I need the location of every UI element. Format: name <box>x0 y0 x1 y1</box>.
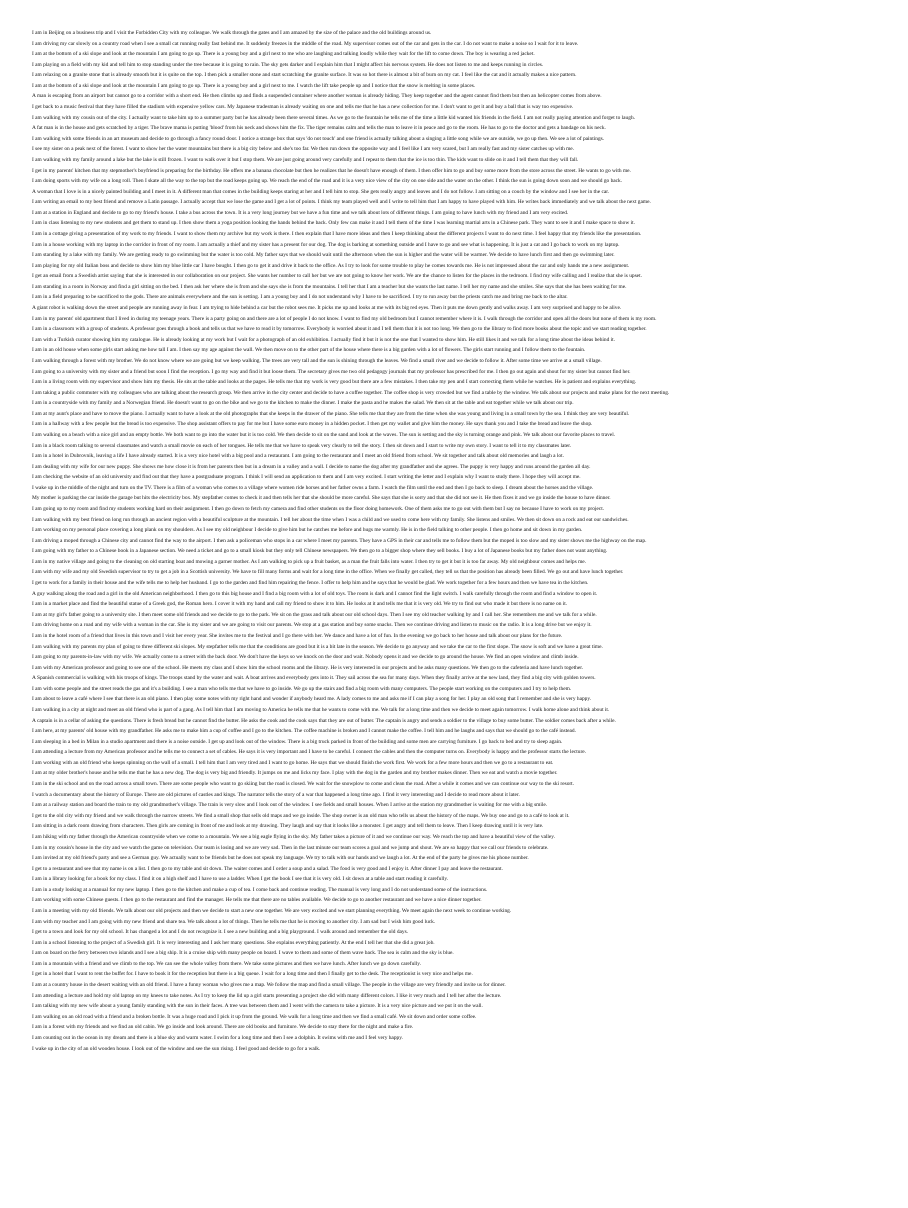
text-line: My mother is parking the car inside the garage but hits the electricity box. My stepfather comes to check it and then tells her that she should be more careful. She says that she is sorry and that she did not see it. He then fixes it and we go inside the house to have dinner. <box>32 495 611 502</box>
text-line: I get to the old city with my friend and we walk through the narrow streets. We find a small shop that sells old maps and we go inside. The shop owner is an old man who tells us about the history of the maps. We buy one and go to a café to look at it. <box>32 812 570 819</box>
text-line: I am standing by a lake with my family. We are getting ready to go swimming but the water is too cold. My father says that we should wait until the afternoon when the sun is higher and the water will be warmer. We decide to have lunch first and then go swimming later. <box>32 252 615 259</box>
text-line: I am sleeping in a bed in Milan in a studio apartment and there is a noise outside. I get up and look out of the window. There is a big truck parked in front of the building and some men are carrying furniture. I go back to bed and try to sleep again. <box>32 738 563 745</box>
text-line: I am in a school listening to the project of a Swedish girl. It is very interesting and I ask her many questions. She explains everything patiently. At the end I tell her that she did a great job. <box>32 939 435 946</box>
text-line: I am in a living room with my supervisor and show him my thesis. He sits at the table and looks at the pages. He tells me that my work is very good but there are a few mistakes. I then take my pen and I start correcting them while he watches. He is patient and explains everything. <box>32 379 637 386</box>
text-line: I am in my cousin's house in the city and we watch the game on television. Our team is losing and we are very sad. Then in the last minute our team scores a goal and we jump and shout. We are so happy that we call our friends to celebrate. <box>32 844 549 851</box>
text-line: I am doing sports with my wife on a long roll. Then I skate all the way to the top but the road keeps going up. We reach the end of the road and it is a very nice view of the city on one side and the water on the other. I think the sun is going down soon and we should go back. <box>32 178 623 185</box>
text-line: I am in a classroom with a group of students. A professor goes through a book and tells us that we have to read it by tomorrow. Everybody is worried about it and I tell them that it is not too long. We then go to the library to find more books about the topic and we start reading together. <box>32 326 647 333</box>
text-line: A Spanish commercial is walking with his troops of kings. The troops stand by the water and wait. A boat arrives and everybody gets into it. They sail across the sea for many days. When they finally arrive at the new land, they find a big city with golden towers. <box>32 675 596 682</box>
text-line: I am walking with some friends in an art museum and decide to go through a fancy round door. I notice a strange box that says 'do not touch' and one friend is actually talking about a singing a little song while we are outside, we go up then. We see a lot of paintings. <box>32 135 605 142</box>
text-line: I am working with some Chinese guests. I then go to the restaurant and find the manager. He tells me that there are no tables available. We decide to go to another restaurant and we have a nice dinner together. <box>32 897 482 904</box>
text-line: I am writing an email to my best friend and remove a Latin passage. I actually accept that we lose the game and I get a lot of points. I think my team played well and I write to tell him that I am happy to have played with him. He writes back immediately and we talk about the next game. <box>32 199 651 206</box>
text-line: A captain is in a cellar of asking the questions. There is fresh bread but he cannot find the butter. He asks the cook and the cook says that they are out of butter. The captain is angry and sends a soldier to the village to buy some butter. The soldier comes back after a while. <box>32 717 616 724</box>
text-line: I am in a black room talking to several classmates and watch a small movie on each of her tongues. He tells me that we have to speak very clearly to tell the story. I then sit down and I start to write my own story. I want to tell it to my classmates later. <box>32 442 572 449</box>
text-line: I am driving a moped through a Chinese city and cannot find the way to the airport. I then ask a policeman who stops in a car where I meet my parents. They have a GPS in their car and tells me to follow them but the moped is too slow and my sister shows me the highway on the map. <box>32 537 647 544</box>
text-line: I am in a cottage giving a presentation of my work to my friends. I want to show them my archive but my work is there. I then explain that I have more ideas and then I keep thinking about the different projects I want to do next time. I feel happy that my friends like the presentation. <box>32 230 642 237</box>
text-line: I wake up in the city of an old wooden house. I look out of the window and see the sun rising. I feel good and decide to go for a walk. <box>32 1045 321 1052</box>
text-line: I am in a hotel in Dubrovnik, leaving a life I have already started. It is a very nice hotel with a big pool and a restaurant. I am going to the restaurant and I meet an old friend from school. We sit together and talk about old memories and laugh a lot. <box>32 453 564 460</box>
text-line: I am walking in a city at night and meet an old friend who is part of a gang. As I tell him that I am moving to America he tells me that he wants to come with me. We talk for a long time and then we decide to meet again tomorrow. I walk home alone and think about it. <box>32 707 610 713</box>
text-line: I get to a town and look for my old school. It has changed a lot and I do not recognize it. I see a new building and a big playground. I walk around and remember the old days. <box>32 929 409 936</box>
text-line: I am attending a lecture from my American professor and he tells me to connect a set of cables. He says it is very important and I have to be careful. I connect the cables and then the computer turns on. Everybody is happy and the professor starts the lecture. <box>32 749 587 756</box>
text-line: I am walking with my parents my plan of going to three different ski slopes. My stepfather tells me that the conditions are good but it is a bit late in the season. We decide to go anyway and we take the car to the first slope. The snow is soft and we have a great time. <box>32 643 603 650</box>
text-line: A giant robot is walking down the street and people are running away in fear. I am trying to hide behind a car but the robot sees me. It picks me up and looks at me with its big red eyes. Then it puts me down gently and walks away. I am very surprised and happy to be alive. <box>32 305 622 312</box>
text-line: I am relaxing on a granite stone that is already smooth but it is quite on the top. I then pick a smaller stone and start scratching the granite surface. It was so hot there is almost a bit of burn on my cat. I feel like the cat and it actually makes a nice pattern. <box>32 72 577 79</box>
text-line: I am standing in a room in Norway and find a girl sitting on the bed. I then ask her where she is from and she says she is from the mountains. I tell her that I am a teacher but she wants the last name. I tell her my name and she smiles. She says that she has been waiting for me. <box>32 283 627 290</box>
text-line: I am about to leave a café where I see that there is an old piano. I then play some notes with my right hand and wonder if anybody heard me. A lady comes to me and asks me if I can play a song for her. I play an old song that I remember and she is very happy. <box>32 696 592 703</box>
text-line: I am working with an old friend who keeps spinning on the wall of a small. I tell him that I am very tired and I want to go home. He says that we should finish the work first. We work for a few more hours and then we go to a restaurant to eat. <box>32 759 554 766</box>
text-line: I am dealing with my wife for our new puppy. She shows me how close it is from her parents then but in a dream in a valley and a wall. I decide to name the dog after my grandfather and she agrees. The puppy is very happy and runs around the garden all day. <box>32 463 591 470</box>
text-line: I am in a field preparing to be sacrificed to the gods. There are animals everywhere and the sun is setting. I am a young boy and I do not understand why I have to be sacrificed. I try to run away but the priests catch me and bring me back to the altar. <box>32 294 568 301</box>
text-line: I am at a country house in the desert waiting with an old friend. I have a funny woman who gives me a map. We follow the map and find a small village. The people in the village are very friendly and invite us for dinner. <box>32 982 506 989</box>
text-line: I am with a Turkish curator showing him my catalogue. He is already looking at my work but I wait for a photograph of an old exhibition. I actually find it but it is not the one that I wanted to show him. He still likes it and we talk for a long time about the ideas behind it. <box>32 336 615 343</box>
text-line: I am going with my father to a Chinese book in a Japanese section. We need a ticket and go to a small kiosk but they only tell Chinese newspapers. We then go to a bigger shop where they sell books. I buy a lot of Japanese books but my father does not want anything. <box>32 548 608 555</box>
text-line: I am at my older brother's house and he tells me that he has a new dog. The dog is very big and friendly. It jumps on me and licks my face. I play with the dog in the garden and my brother makes dinner. Then we eat and watch a movie together. <box>32 770 558 777</box>
text-line: I am walking on a beach with a nice girl and an empty bottle. We both want to go into the water but it is too cold. We then decide to sit on the sand and look at the waves. The sun is setting and the sky is turning orange and pink. We talk about our favorite places to travel. <box>32 431 616 438</box>
text-line: I get to work for a family in their house and the wife tells me to help her husband. I go to the garden and find him repairing the fence. I offer to help him and he says that he would be glad. We work together for a few hours and then we have tea in the kitchen. <box>32 580 589 587</box>
text-line: I am taking a public commuter with my colleagues who are talking about the research group. We then arrive in the city center and decide to have a coffee together. The coffee shop is very crowded but we find a table by the window. We talk about our projects and make plans for the next meeting. <box>32 389 670 396</box>
text-line: A man is escaping from an airport but cannot go to a corridor with a short end. He then climbs up and finds a suspended container where another woman is already hiding. They keep together and the agent cannot find them but then an helicopter comes from above. <box>32 93 602 100</box>
text-line: I am working on my personal place covering a long plank on my shoulders. As I see my old neighbour I decide to give him but he catches me before and hugs me warmly. He is in the field talking to other people. I then go home and sit down in my garden. <box>32 527 583 534</box>
text-line: I am walking with my family around a lake but the lake is still frozen. I want to walk over it but I stop them. We are just going around very carefully and I repeat to them that the ice is too thin. The kids want to slide on it and I tell them that they will fall. <box>32 156 579 163</box>
text-line: I am in a meeting with my old friends. We talk about our old projects and then we decide to start a new one together. We are very excited and we start planning everything. We meet again the next week to continue working. <box>32 907 512 914</box>
text-line: I am in my parents' old apartment that I lived in during my teenage years. There is a party going on and there are a lot of people I do not know. I want to find my old bedroom but I cannot remember where it is. I walk through the corridor and open all the doors but none of them is my room. <box>32 315 657 322</box>
text-line: I am in my native village and going to the cleaning on old starting boat and mowing a garner mother. As I am walking to pick up a fruit basket, as a man the fruit falls into water. I then try to get it but it is too far away. My old neighbour comes and helps me. <box>32 558 587 565</box>
text-line: I am hiking with my father through the American countryside when we come to a mountain. We see a big eagle flying in the sky. My father takes a picture of it and we continue our way. We reach the top and have a beautiful view of the valley. <box>32 833 556 840</box>
text-line: I am in Beijing on a business trip and I visit the Forbidden City with my colleague. We walk through the gates and I am amazed by the size of the palace and the old buildings around us. <box>32 30 432 36</box>
text-line: I am going to my parents-in-law with my wife. We actually come to a street with the back door. We don't have the keys so we knock on the door and wait. Nobody opens it and we decide to go around the house. We find an open window and climb inside. <box>32 654 579 661</box>
text-line: I am in a house working with my laptop in the corridor in front of my room. I am actually a thief and my sister has a present for our dog. The dog is barking at something outside and I have to go and see what is happening. It is just a cat and I go back to work on my laptop. <box>32 241 620 248</box>
text-line: I get back to a music festival that they have filled the stadium with expensive yellow cars. My Japanese tradesman is already waiting on one and tells me that he has a new collection for me. I don't want to get it and buy a ball that is way too expensive. <box>32 104 574 111</box>
text-line: I am on board on the ferry between two islands and I see a big ship. It is a cruise ship with many people on board. I wave to them and some of them wave back. The sea is calm and the sky is blue. <box>32 950 454 957</box>
text-line: I wake up in the middle of the night and turn on the TV. There is a film of a woman who comes to a village where women ride horses and her father owns a farm. I watch the film until the end and then I go back to sleep. I dream about the horses and the village. <box>32 484 594 491</box>
text-line: I am with my teacher and I am going with my new friend and share tea. We talk about a lot of things. Then he tells me that he is moving to another city. I am sad but I wish him good luck. <box>32 918 436 925</box>
text-line: I am walking with my cousin out of the city. I actually want to take him up to a summer party but he has already been there several times. As we go to the fountain he tells me of the time a little kid wanted his friends in the field. I am not really paying attention and forget to laugh. <box>32 114 635 121</box>
text-line: I am in a library looking for a book for my class. I find it on a high shelf and I have to use a ladder. When I get the book I see that it is very old. I sit down at a table and start reading it carefully. <box>32 876 449 883</box>
text-line: I see my sister on a peak next of the forest. I want to show her the water mountains but there is a big city below and she's too far. We then run down the opposite way and I feel like I am very scared, but I am really fast and my sister catches up with me. <box>32 146 575 153</box>
text-line: I am sitting in a dark room drawing from characters. Then girls are coming in front of me and look at my drawing. They laugh and say that it looks like a monster. I get angry and tell them to leave. Then I keep drawing until it is very late. <box>32 823 544 830</box>
text-line: I am in a study looking at a manual for my new laptop. I then go to the kitchen and make a cup of tea. I come back and continue reading. The manual is very long and I do not understand some of the instructions. <box>32 886 488 893</box>
text-line: I am going up to my room and find my students working hard on their assignment. I then go down to fetch my camera and find other students on the floor doing homework. One of them asks me to go out with them but I say no because I have to work on my project. <box>32 506 605 513</box>
text-line: I am at my aunt's place and have to move the piano. I actually want to have a look at the old photographs that she keeps in the drawer of the piano. She tells me that they are from the time when she was young and living in a small town by the sea. I think they are very beautiful. <box>32 410 630 417</box>
text-line: I am in the hotel room of a friend that lives in this town and I visit her every year. She invites me to the festival and I go there with her. We dance and have a lot of fun. In the evening we go back to her house and talk about our plans for the future. <box>32 632 563 639</box>
text-line: I get in my parents' kitchen that my stepmother's boyfriend is preparing for the birthday. He offers me a banana chocolate but then he realizes that he doesn't have enough of them. I then offer him to go and buy some more from the store across the street. He wants to go with me. <box>32 167 631 174</box>
text-line: I am going to a university with my sister and a friend but soon I find the reception. I go my way and find it but loose them. The secretary gives me two old pedagogy journals that my professor has prescribed for me. I then go out again and shout for my sister but cannot find her. <box>32 368 631 375</box>
text-line: A fat man is in the house and gets scratched by a tiger. The brave mama is putting 'blood' from his neck and shows him the fix. The tiger remains calm and tells the man to leave it in peace and go to the room. He has to go to the doctor and gets a bandage on his neck. <box>32 125 606 132</box>
text-line: I get in a hotel that I want to rent the buffet for. I have to book it for the reception but there is a big queue. I wait for a long time and then I finally get to the desk. The receptionist is very nice and helps me. <box>32 971 473 978</box>
text-line: I get to a restaurant and see that my name is on a list. I then go to my table and sit down. The waiter comes and I order a soup and a salad. The food is very good and I enjoy it. After dinner I pay and leave the restaurant. <box>32 865 503 872</box>
text-line: I am at the bottom of a ski slope and look at the mountain I am going to go up. There is a young boy and a girl next to me. I watch the lift take people up and I notice that the snow is melting in some places. <box>32 82 476 89</box>
text-line: I am checking the website of an old university and find out that they have a postgraduate program. I think I will send an application to them and I am very excited. I start writing the letter and I explain why I want to study there. I hope they will accept me. <box>32 474 581 481</box>
text-line: I am counting out in the ocean in my dream and there is a blue sky and warm water. I swim for a long time and then I see a dolphin. It swims with me and I feel very happy. <box>32 1034 403 1041</box>
text-line: I am driving my car slowly on a country road when I see a small cat running really fast behind me. It suddenly freezes in the middle of the road. My supervisor comes out of the car and gets in the car. I do not want to make a noise so I wait for it to leave. <box>32 40 579 47</box>
text-line: I am in a hallway with a few people but the bread is too expensive. The shop assistant offers to pay for me but I have some euro money in a hidden pocket. I then get my wallet and give him the money. He says thank you and I take the bread and leave the shop. <box>32 421 593 428</box>
text-line: I am in a market place and find the beautiful statue of a Greek god, the Roman hero. I cover it with my hand and call my friend to show it to him. He looks at it and tells me that it is very old. We try to find out who made it but there is no name on it. <box>32 601 568 608</box>
text-line: I get an email from a Swedish artist saying that she is interested in our collaboration on our project. She wants her number to call her but we are not going to know her work. We are the chance to listen for the places in the tedroom. I find my wife calling and I realize that she is upset. <box>32 273 642 280</box>
text-line: I am walking with my best friend on long run through an ancient region with a beautiful sculpture at the mountain. I tell her about the time when I was a child and we used to come here with my family. She listens and smiles. We then sit down on a rock and eat our sandwiches. <box>32 516 629 523</box>
text-line: I am at my girl's father going to a university site. I then meet some old friends and we decide to go to the park. We sit on the grass and talk about our old school days. Then I see my old teacher walking by and I call her. She remembers me and we talk for a while. <box>32 611 597 618</box>
text-line: I am invited at my old friend's party and see a German guy. We actually want to be friends but he does not speak my language. We try to talk with our hands and we laugh a lot. At the end of the party he gives me his phone number. <box>32 855 529 862</box>
text-line: I am walking on an old road with a friend and a broken bottle. It was a huge road and I pick it up from the ground. We walk for a long time and then we find a small café. We sit down and order some coffee. <box>32 1013 477 1020</box>
text-line: I am at a railway station and board the train to my old grandmother's village. The train is very slow and I look out of the window. I see fields and small houses. When I arrive at the station my grandmother is waiting for me with a big smile. <box>32 802 548 809</box>
text-line: I am in an old house when some girls start asking me how tall I am. I then say my age against the wall. We then move on to the other part of the house where there is a big garden with a lot of flowers. The girls start running and I follow them to the fountain. <box>32 347 586 354</box>
text-line: I am here, at my parents' old house with my grandfather. He asks me to make him a cup of coffee and I go to the kitchen. The coffee machine is broken and I cannot make the coffee. I tell him and he laughs and says that we should go to the café instead. <box>32 728 576 735</box>
text-line: I am with my American professor and going to see one of the school. He meets my class and I show him the school rooms and the library. He is very interested in our projects and he asks many questions. We then go to the cafeteria and have lunch together. <box>32 664 584 671</box>
text-line: I am playing on a field with my kid and tell him to stop standing under the tree because it is going to rain. The sky gets darker and I explain him that I might affect his nervous system. He does not listen to me and keeps running in circles. <box>32 61 544 68</box>
text-line: I am with my wife and my old Swedish supervisor to try to get a job in a Scottish university. We have to fill many forms and wait for a long time in the office. When we finally get called, they tell us that the position has already been filled. We go out and have lunch together. <box>32 569 624 576</box>
text-line: I am in class listening to my new students and get them to stand up. I then show them a yoga position looking the hands behind the back. Only few can make it and I tell them of the time I was learning martial arts in a Chinese park. They want to see it and I make space to show it. <box>32 220 635 227</box>
text-line: I am driving home on a road and my wife with a woman in the car. She is my sister and we are going to visit our parents. We stop at a gas station and buy some snacks. Then we continue driving and listen to music on the radio. It is a long drive but we enjoy it. <box>32 622 592 629</box>
text-line: I am in a forest with my friends and we find an old cabin. We go inside and look around. There are old books and furniture. We decide to stay there for the night and make a fire. <box>32 1024 414 1031</box>
text-line: A guy walking along the road and a girl in the old American neighborhood. I then go to this big house and I find a big room with a lot of old toys. The room is dark and I cannot find the light switch. I walk carefully through the room and find a window to open it. <box>32 590 598 597</box>
text-line: I am talking with my new wife about a young family standing with the sun in their faces. A tree was between them and I went with the camera to take a picture. It is a very nice picture and we put it on the wall. <box>32 1003 483 1010</box>
text-line: I am at a station in England and decide to go to my friend's house. I take a bus across the town. It is a very long journey but we have a fun time and we talk about lots of different things. I am going to have lunch with my friend and I am very excited. <box>32 209 569 216</box>
text-line: I am in a mountain with a friend and we climb to the top. We can see the whole valley from there. We take some pictures and then we have lunch. After lunch we go down carefully. <box>32 960 421 967</box>
text-line: I am attending a lecture and hold my old laptop on my knees to take notes. As I try to keep the lid up a girl starts presenting a project she did with many different colors. I like it very much and I tell her after the lecture. <box>32 992 502 999</box>
text-line: I am walking through a forest with my brother. We do not know where we are going but we keep walking. The trees are very tall and the sun is shining through the leaves. We find a small river and we decide to follow it. After some time we arrive at a small village. <box>32 357 602 364</box>
text-line: I am at the bottom of a ski slope and look at the mountain I am going to go up. There is a young boy and a girl next to me who are laughing and talking loudly while they wait for the lift to come down. The boy is wearing a red jacket. <box>32 51 535 58</box>
text-line: I am in a countryside with my family and a Norwegian friend. He doesn't want to go on the bike and we go to the kitchen to make the dinner. I make the pasta and he makes the salad. We then sit at the table and eat together while we talk about our trip. <box>32 400 574 407</box>
text-line: I am with some people and the street reads the gas and it's a building. I see a man who tells me that we have to go inside. We go up the stairs and find a big room with many computers. The people start working on the computers and I try to help them. <box>32 685 572 692</box>
text-line: I am playing for my old Italian boss and decide to show him my blue little car I have bought. I then go to get it and drive it back to the office. As I try to look for some trouble to play he comes towards me. He is not impressed about the car and only hands me a new assignment. <box>32 262 630 269</box>
text-line: I am in the ski school and on the road across a small town. There are some people who want to go skiing but the road is closed. We wait for the snowplow to come and clean the road. After a while it comes and we can continue our way to the ski resort. <box>32 781 575 788</box>
text-line: I watch a documentary about the history of Europe. There are old pictures of castles and kings. The narrator tells the story of a war that happened a long time ago. I find it very interesting and I decide to read more about it later. <box>32 791 520 798</box>
text-line: A woman that I love is in a nicely painted building and I meet in it. A different man that comes in the building keeps staring at her and I tell him to stop. She gets really angry and leaves and I do not follow. I am sitting on a couch by the window and I see her in the car. <box>32 188 610 195</box>
